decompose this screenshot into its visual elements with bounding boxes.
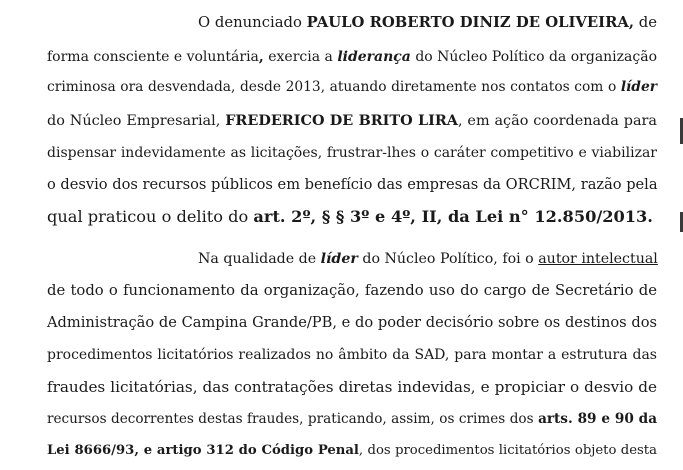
- text-segment: ,: [258, 49, 264, 65]
- text-segment: exercia a: [263, 49, 338, 65]
- text-line: [47, 311, 657, 335]
- text-segment: O denunciado: [198, 14, 307, 31]
- text-segment: de: [634, 14, 658, 31]
- text-line: [47, 141, 657, 165]
- text-segment: qual praticou o delito do: [47, 207, 254, 226]
- text-segment: o desvio dos recursos públicos em benefício das empresas da ORCRIM, razão pela: [47, 176, 658, 193]
- defendant-name: PAULO ROBERTO DINIZ DE OLIVEIRA,: [306, 14, 635, 31]
- emphasis-term: líder: [320, 251, 358, 267]
- person-name: FREDERICO DE BRITO LIRA: [225, 112, 458, 129]
- text-segment: do Núcleo Político, foi o: [357, 251, 539, 267]
- underlined-term: autor intelectual: [538, 251, 658, 267]
- text-line: [47, 343, 657, 367]
- text-line: [47, 439, 657, 463]
- text-line: [47, 173, 657, 197]
- text-line: [47, 75, 657, 99]
- text-line: [47, 279, 657, 303]
- emphasis-term: líder: [620, 79, 657, 95]
- legal-citation: arts. 89 e 90 da: [538, 411, 657, 427]
- text-line: [47, 45, 657, 69]
- text-segment: do Núcleo Político da organização: [410, 49, 657, 65]
- text-line: [198, 247, 657, 271]
- text-segment: , em ação coordenada para: [457, 113, 658, 129]
- text-segment: procedimentos licitatórios realizados no âmbito da SAD, para montar a estrutura das: [47, 347, 657, 363]
- text-line: [198, 11, 657, 35]
- text-segment: de todo o funcionamento da organização, fazendo uso do cargo de Secretário de: [47, 282, 657, 299]
- text-segment: dispensar indevidamente as licitações, frustrar-lhes o caráter competitivo e viabilizar: [47, 145, 657, 161]
- text-segment: criminosa ora desvendada, desde 2013, atuando diretamente nos contatos com o: [47, 79, 621, 95]
- text-line: [47, 109, 657, 133]
- text-segment: forma consciente e voluntária: [47, 49, 259, 65]
- text-segment: Administração de Campina Grande/PB, e do poder decisório sobre os destinos dos: [47, 314, 657, 331]
- text-segment: do Núcleo Empresarial,: [47, 113, 226, 129]
- text-line: [47, 205, 657, 229]
- text-line: [47, 407, 657, 431]
- legal-citation: art. 2º, § § 3º e 4º, II, da Lei n° 12.850/2013.: [253, 207, 653, 226]
- text-segment: Na qualidade de: [198, 251, 321, 267]
- text-segment: recursos decorrentes destas fraudes, praticando, assim, os crimes dos: [47, 411, 539, 427]
- emphasis-term: liderança: [337, 49, 411, 65]
- text-segment: , dos procedimentos licitatórios objeto desta: [358, 443, 657, 458]
- text-segment: fraudes licitatórias, das contratações diretas indevidas, e propiciar o desvio de: [47, 378, 657, 396]
- text-line: [47, 375, 657, 399]
- legal-citation: Lei 8666/93, e artigo 312 do Código Penal: [47, 443, 359, 458]
